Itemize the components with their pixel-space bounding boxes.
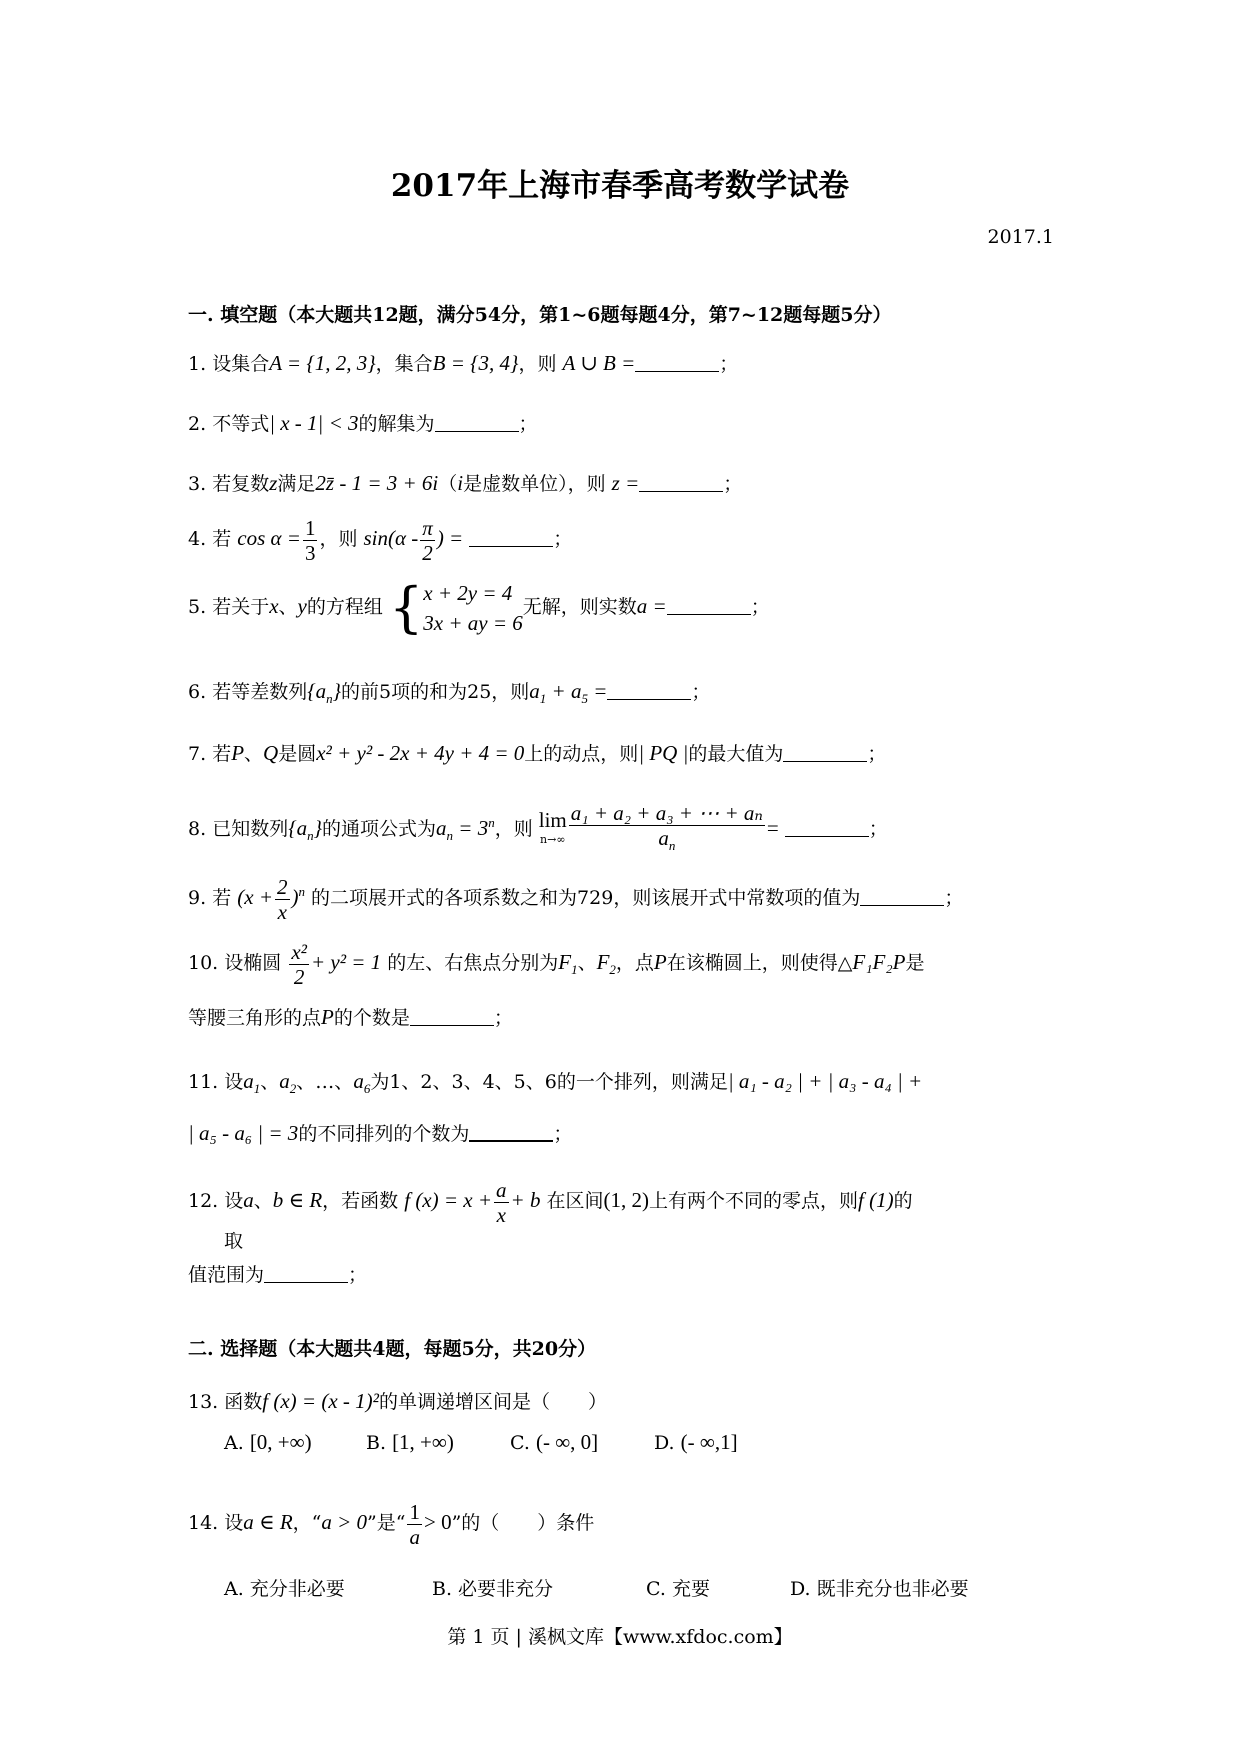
question-12-cont: 值范围为 ；	[188, 1264, 368, 1286]
answer-blank	[860, 887, 944, 906]
page-footer: 第 1 页 | 溪枫文库【www.xfdoc.com】	[447, 1626, 793, 1648]
question-3: 3. 若复数z满足2z̄ - 1 = 3 + 6i（i是虚数单位），则 z = ；	[188, 471, 743, 495]
page-title: 2017年上海市春季高考数学试卷	[390, 168, 850, 204]
equation-system: { x + 2y = 4 3x + ay = 6	[388, 576, 523, 639]
answer-blank	[607, 681, 691, 700]
question-1: 1. 设集合A = {1, 2, 3}，集合B = {3, 4}，则 A ∪ B = ；	[188, 351, 739, 375]
option-a: A. 充分非必要	[224, 1578, 345, 1600]
question-7: 7. 若P、Q是圆x² + y² - 2x + 4y + 4 = 0上的动点，则| PQ |的最大值为 ；	[188, 741, 887, 765]
fraction: $\frac{\text{x²}}{2}$	[291, 939, 307, 989]
question-6: 6. 若等差数列$\{a_n\}$的前5项的和为25，则$a_1 + a_5$ = ；	[188, 679, 711, 707]
question-11-cont: | a₅ - a₆ | = 3的不同排列的个数为 ；	[188, 1121, 573, 1145]
question-5: 5. 若关于x、y的方程组 { x + 2y = 4 3x + ay = 6 无解，则实数a = ；	[188, 576, 770, 639]
question-12: 12. 设a、b ∈ R，若函数 f (x) = x + $\frac{a}{x}$ + b 在区间(1, 2)上有两个不同的零点，则f (1)的	[188, 1177, 913, 1227]
fraction: $\frac{1}{3}$	[304, 515, 316, 565]
section-fill-in: 一. 填空题（本大题共12题，满分54分，第1~6题每题4分，第7~12题每题5分）	[188, 304, 892, 326]
fraction: $\frac{\pi}{2}$	[422, 515, 433, 565]
question-10-cont: 等腰三角形的点P的个数是 ；	[188, 1005, 513, 1029]
limit: lim n→∞	[538, 808, 567, 846]
answer-blank	[435, 413, 519, 432]
question-8: 8. 已知数列$\{a_n\}$的通项公式为$a_n = 3^n$，则 lim n→∞ $\frac{\text{a₁ + a₂ + a₃ + ⋯ + aₙ}}{a_n}$ = ；	[188, 788, 1058, 871]
fraction: $\frac{\text{a₁ + a₂ + a₃ + ⋯ + aₙ}}{a_n}$	[570, 801, 763, 854]
answer-blank	[469, 1122, 553, 1142]
answer-blank	[785, 818, 869, 837]
section-multiple-choice: 二. 选择题（本大题共4题，每题5分，共20分）	[188, 1338, 597, 1360]
answer-blank	[635, 353, 719, 372]
question-2: 2. 不等式| x - 1| < 3的解集为 ；	[188, 411, 538, 435]
option-b: B. [1, +∞)	[366, 1430, 454, 1454]
option-d: D. (- ∞,1]	[654, 1430, 738, 1454]
question-11: 11. 设$a_1$、$a_2$、…、$a_6$为1、2、3、4、5、6的一个排列，则满足| a₁ - a₂ | + | a₃ - a₄ | +	[188, 1069, 923, 1097]
answer-blank	[469, 528, 553, 547]
fraction: $\frac{1}{a}$	[409, 1499, 420, 1549]
option-c: C. (- ∞, 0]	[510, 1430, 599, 1454]
answer-blank	[639, 473, 723, 492]
question-10: 10. 设椭圆 $\frac{\text{x²}}{2}$ + y² = 1 的左、右焦点分别为$F_1$、$F_2$，点P在该椭圆上，则使得△F₁F₂P是	[188, 939, 925, 989]
option-a: A. [0, +∞)	[224, 1430, 312, 1454]
answer-blank	[783, 743, 867, 762]
option-c: C. 充要	[646, 1578, 710, 1600]
option-d: D. 既非充分也非必要	[790, 1578, 969, 1600]
question-12-wrap: 取	[224, 1230, 244, 1252]
answer-blank	[410, 1007, 494, 1026]
question-14: 14. 设a ∈ R，“a > 0”是“ $\frac{1}{a}$ > 0”的（ ）条件	[188, 1499, 595, 1549]
question-4: 4. 若 cos α = $\frac{1}{3}$ ，则 sin(α - $\frac{\pi}{2}$ ) = ；	[188, 515, 573, 565]
question-9: 9. 若 (x + $\frac{2}{x}$ )$^n$ 的二项展开式的各项系数之和为729，则该展开式中常数项的值为 ；	[188, 874, 964, 924]
fraction: $\frac{2}{x}$	[277, 874, 288, 924]
answer-blank	[264, 1264, 348, 1283]
answer-blank	[667, 596, 751, 615]
exam-date: 2017.1	[987, 226, 1054, 248]
question-13: 13. 函数f (x) = (x - 1)²的单调递增区间是（ ）	[188, 1389, 607, 1413]
option-b: B. 必要非充分	[432, 1578, 554, 1600]
fraction: $\frac{a}{x}$	[496, 1177, 507, 1227]
